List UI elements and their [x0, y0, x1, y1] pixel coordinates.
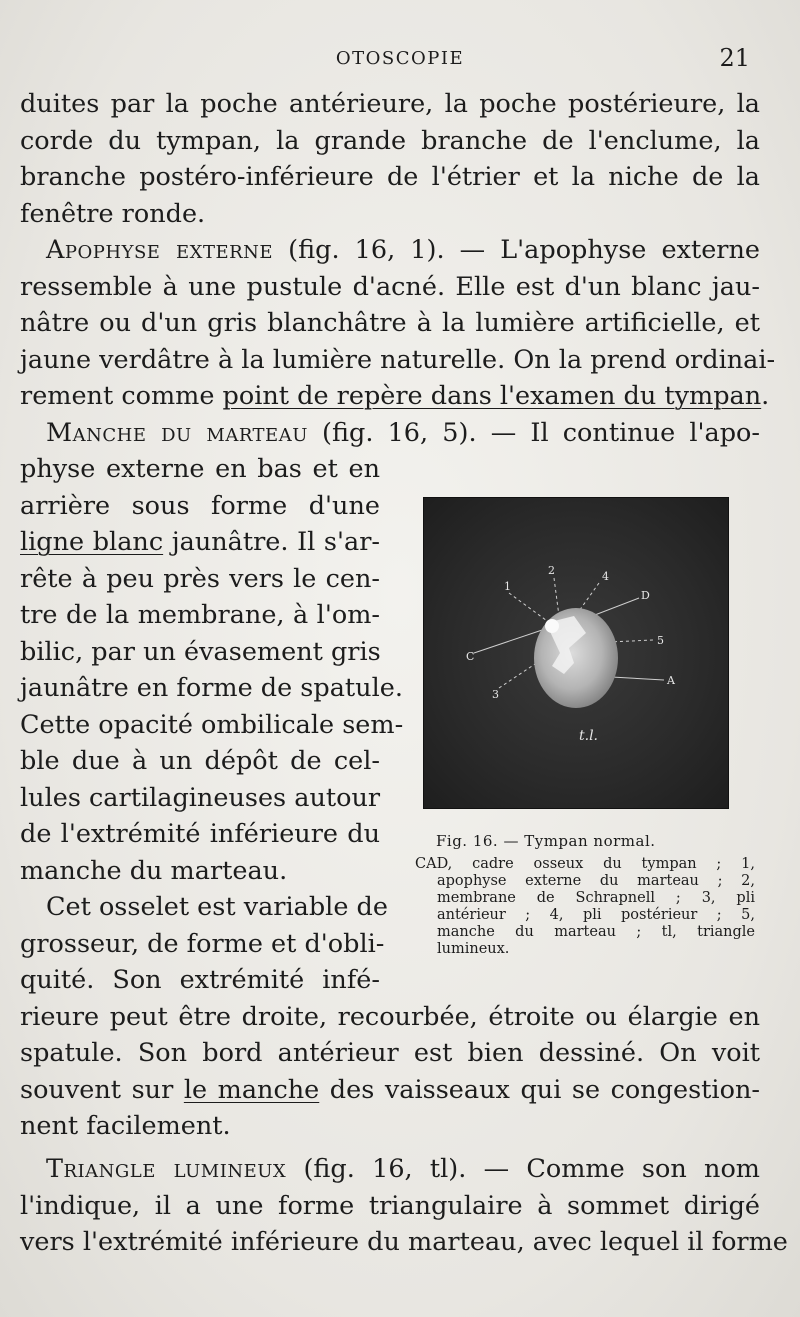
running-head-title: OTOSCOPIE — [335, 48, 465, 69]
section-heading: Manche du marteau — [46, 417, 308, 448]
text-span: (fig. 16, 5). — Il continue l'apo- — [307, 417, 760, 448]
fig-label-C: C — [466, 650, 475, 663]
fig-label-tl: t.l. — [579, 728, 599, 744]
text-line: arrière sous forme d'une — [20, 490, 380, 521]
underlined-span: point de repère dans l'examen du tympan — [222, 381, 762, 411]
fig-label-A: A — [667, 674, 675, 687]
fig-label-2: 2 — [548, 564, 555, 577]
text-line: bilic, par un évasement gris — [20, 636, 381, 667]
text-line: nâtre ou d'un gris blanchâtre à la lumière artificielle, et — [20, 308, 760, 338]
section-manche-first-line — [20, 415, 760, 452]
text-line: Cet osselet est variable de — [46, 892, 388, 922]
text-line — [20, 378, 770, 415]
figure-caption-title: Fig. 16. — Tympan normal. — [436, 832, 656, 850]
text-line: nent facilement. — [20, 1111, 231, 1141]
section-heading: Triangle lumineux — [46, 1154, 287, 1184]
text-line: Cette opacité ombilicale sem- — [20, 709, 404, 740]
text-span: rement comme — [20, 381, 223, 411]
tympan-illustration — [424, 498, 728, 808]
caption-line: antérieur ; 4, pli postérieur ; 5, — [437, 907, 755, 923]
text-line: lules cartilagineuses autour — [20, 782, 381, 813]
caption-line: manche du marteau ; tl, triangle — [437, 924, 755, 940]
text-line — [20, 524, 380, 561]
caption-line: lumineux. — [437, 941, 510, 957]
fig-label-1: 1 — [504, 580, 511, 593]
section-apophyse-first-line — [20, 232, 760, 269]
text-span: souvent sur — [20, 1074, 184, 1105]
text-line: rieure peut être droite, recourbée, étroite ou élargie en — [20, 1001, 760, 1032]
text-line — [20, 1072, 760, 1109]
external-process — [545, 619, 559, 633]
figure-caption-body — [415, 856, 755, 958]
text-span: jaunâtre. Il s'ar- — [163, 527, 380, 557]
text-line: corde du tympan, la grande branche de l'enclume, la — [20, 125, 760, 156]
caption-line: apophyse externe du marteau ; 2, — [437, 873, 755, 889]
text-line: tre de la membrane, à l'om- — [20, 600, 380, 630]
text-line: branche postéro-inférieure de l'étrier et la niche de la — [20, 162, 760, 192]
text-line: ressemble à une pustule d'acné. Elle est d'un blanc jau- — [20, 271, 760, 302]
running-head — [0, 44, 800, 74]
text-line: fenêtre ronde. — [20, 198, 206, 229]
section-triangle-first-line — [20, 1151, 760, 1188]
text-line: physe externe en bas et en — [20, 454, 380, 484]
text-span: des vaisseaux qui se congestion- — [319, 1074, 760, 1105]
text-line: rête à peu près vers le cen- — [20, 563, 380, 594]
fig-label-5: 5 — [657, 634, 664, 647]
text-line: jaune verdâtre à la lumière naturelle. On la prend ordinai- — [20, 344, 776, 375]
text-line: vers l'extrémité inférieure du marteau, avec lequel il forme — [20, 1227, 788, 1257]
text-line: quité. Son extrémité infé- — [20, 965, 380, 995]
text-line: ble due à un dépôt de cel- — [20, 746, 380, 776]
page-number: 21 — [719, 44, 750, 72]
fig-label-D: D — [641, 589, 650, 602]
text-line: grosseur, de forme et d'obli- — [20, 928, 385, 959]
fig-label-4: 4 — [602, 570, 609, 583]
caption-line: CAD, cadre osseux du tympan ; 1, — [415, 856, 755, 872]
text-span: . — [761, 381, 770, 411]
text-span: (fig. 16, 1). — L'apophyse externe — [273, 235, 760, 265]
text-span: (fig. 16, tl). — Comme son nom — [286, 1154, 760, 1184]
figure-tympan-image — [423, 497, 729, 809]
text-line: spatule. Son bord antérieur est bien dessiné. On voit — [20, 1038, 760, 1068]
text-line: l'indique, il a une forme triangulaire à sommet dirigé — [20, 1190, 760, 1221]
text-line: de l'extrémité inférieure du — [20, 819, 380, 849]
text-line: duites par la poche antérieure, la poche postérieure, la — [20, 89, 760, 119]
underlined-span: ligne blanc — [20, 527, 164, 557]
underlined-span: le manche — [183, 1074, 320, 1105]
caption-line: membrane de Schrapnell ; 3, pli — [437, 890, 755, 906]
text-line: manche du marteau. — [20, 855, 288, 886]
fig-label-3: 3 — [492, 688, 499, 701]
text-line: jaunâtre en forme de spatule. — [20, 673, 403, 703]
section-heading: Apophyse externe — [46, 235, 274, 265]
